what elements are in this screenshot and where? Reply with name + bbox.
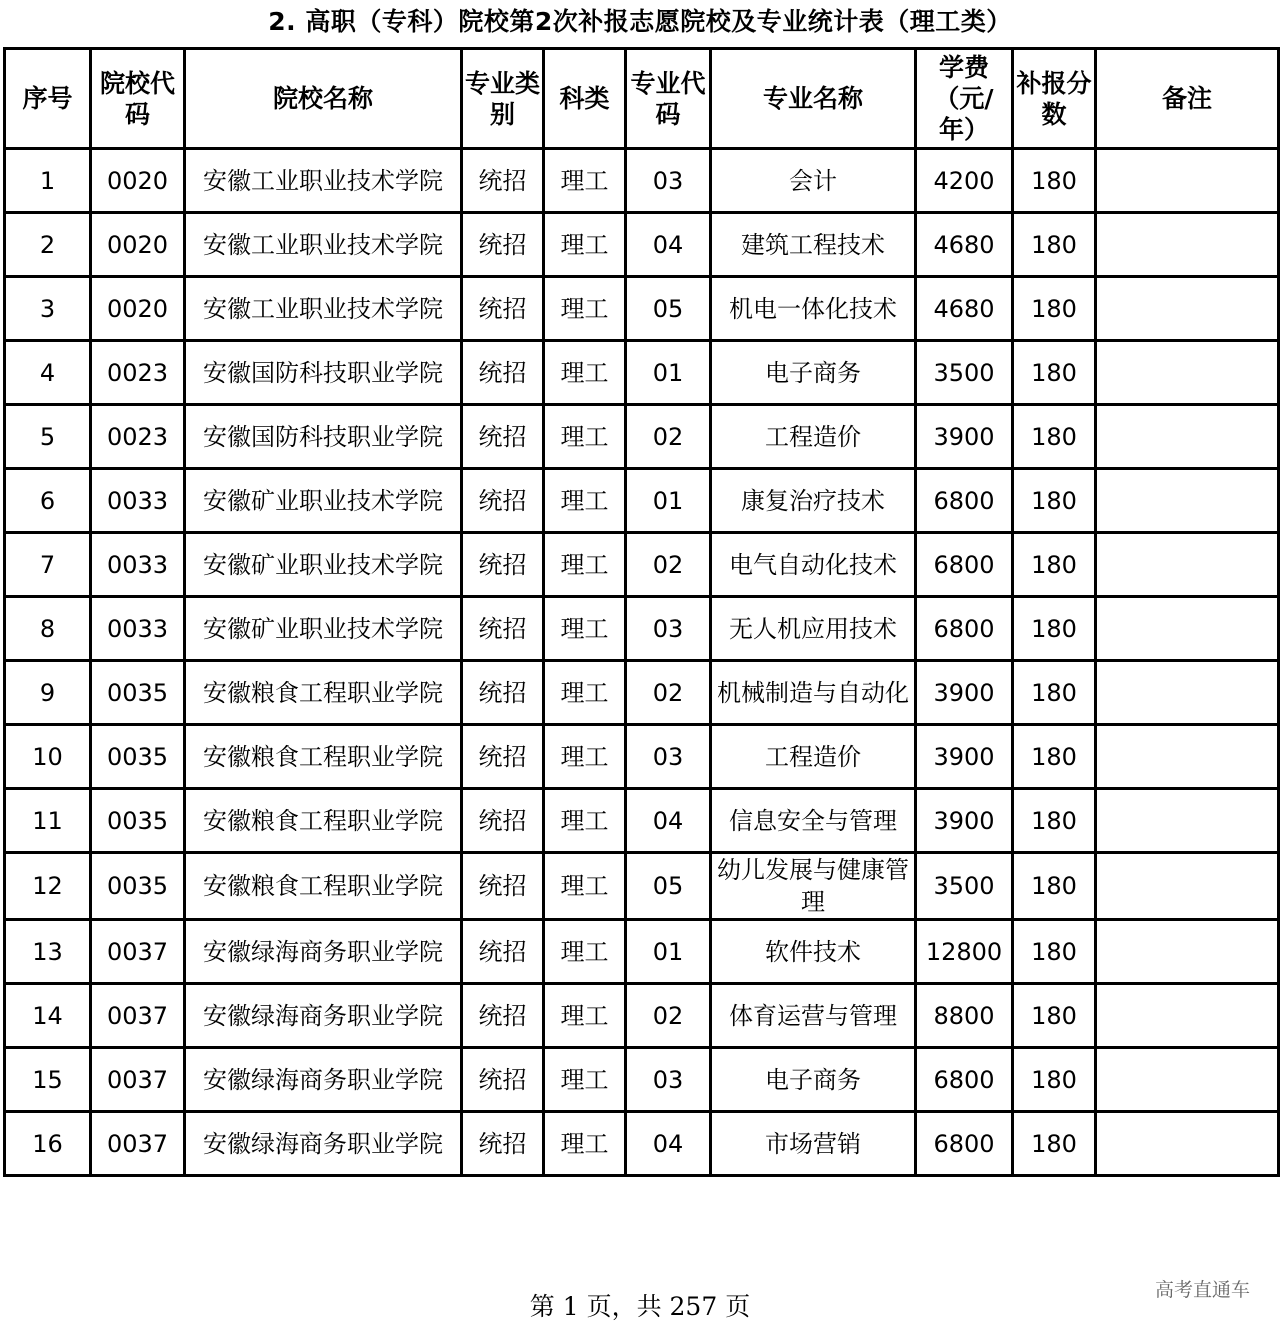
cell-tuition: 3500 (916, 341, 1013, 405)
cell-score: 180 (1013, 725, 1096, 789)
cell-major-name: 信息安全与管理 (711, 789, 916, 853)
table-row (5, 277, 1279, 341)
cell-score: 180 (1013, 341, 1096, 405)
cell-score: 180 (1013, 984, 1096, 1048)
cell-school-code: 0037 (91, 1112, 185, 1176)
table-row (5, 853, 1279, 920)
table-row (5, 1048, 1279, 1112)
watermark: 高考直通车 (1154, 1279, 1250, 1301)
cell-subject: 理工 (544, 597, 626, 661)
cell-major-code: 01 (626, 469, 711, 533)
cell-seq: 14 (5, 984, 91, 1048)
cell-subject: 理工 (544, 661, 626, 725)
cell-school-code: 0023 (91, 405, 185, 469)
table-row (5, 725, 1279, 789)
cell-tuition: 6800 (916, 1048, 1013, 1112)
header-row (5, 49, 1279, 149)
cell-school-name: 安徽矿业职业技术学院 (185, 469, 462, 533)
cell-school-code: 0037 (91, 984, 185, 1048)
cell-major-type: 统招 (462, 533, 544, 597)
cell-seq: 5 (5, 405, 91, 469)
cell-tuition: 6800 (916, 597, 1013, 661)
cell-remark (1096, 920, 1279, 984)
cell-score: 180 (1013, 277, 1096, 341)
cell-major-type: 统招 (462, 597, 544, 661)
cell-remark (1096, 213, 1279, 277)
header-subject: 科类 (544, 49, 626, 149)
cell-remark (1096, 341, 1279, 405)
cell-tuition: 6800 (916, 1112, 1013, 1176)
header-major-name: 专业名称 (711, 49, 916, 149)
cell-major-type: 统招 (462, 405, 544, 469)
cell-major-name: 康复治疗技术 (711, 469, 916, 533)
cell-seq: 13 (5, 920, 91, 984)
cell-school-code: 0035 (91, 661, 185, 725)
cell-school-code: 0033 (91, 597, 185, 661)
table-row (5, 213, 1279, 277)
cell-major-name: 电子商务 (711, 341, 916, 405)
cell-score: 180 (1013, 920, 1096, 984)
cell-school-name: 安徽工业职业技术学院 (185, 277, 462, 341)
cell-tuition: 3900 (916, 725, 1013, 789)
cell-tuition: 6800 (916, 533, 1013, 597)
cell-major-code: 01 (626, 920, 711, 984)
cell-tuition: 3900 (916, 661, 1013, 725)
table-row (5, 789, 1279, 853)
cell-school-code: 0035 (91, 853, 185, 920)
header-major-type: 专业类别 (462, 49, 544, 149)
cell-school-code: 0023 (91, 341, 185, 405)
cell-score: 180 (1013, 661, 1096, 725)
cell-major-name: 机械制造与自动化 (711, 661, 916, 725)
cell-school-name: 安徽矿业职业技术学院 (185, 597, 462, 661)
cell-school-name: 安徽工业职业技术学院 (185, 149, 462, 213)
cell-major-type: 统招 (462, 149, 544, 213)
cell-school-code: 0037 (91, 920, 185, 984)
header-seq: 序号 (5, 49, 91, 149)
cell-major-name: 电气自动化技术 (711, 533, 916, 597)
table-row (5, 469, 1279, 533)
cell-seq: 10 (5, 725, 91, 789)
cell-major-code: 03 (626, 1048, 711, 1112)
cell-major-type: 统招 (462, 984, 544, 1048)
cell-major-code: 04 (626, 1112, 711, 1176)
cell-score: 180 (1013, 469, 1096, 533)
cell-seq: 6 (5, 469, 91, 533)
table-row (5, 341, 1279, 405)
cell-school-code: 0020 (91, 149, 185, 213)
cell-subject: 理工 (544, 405, 626, 469)
cell-major-type: 统招 (462, 725, 544, 789)
cell-subject: 理工 (544, 1048, 626, 1112)
cell-score: 180 (1013, 533, 1096, 597)
cell-major-name: 市场营销 (711, 1112, 916, 1176)
cell-subject: 理工 (544, 341, 626, 405)
cell-score: 180 (1013, 853, 1096, 920)
cell-seq: 1 (5, 149, 91, 213)
cell-remark (1096, 405, 1279, 469)
cell-major-type: 统招 (462, 853, 544, 920)
cell-school-code: 0020 (91, 213, 185, 277)
cell-remark (1096, 277, 1279, 341)
cell-seq: 8 (5, 597, 91, 661)
cell-major-name: 幼儿发展与健康管理 (711, 853, 916, 920)
cell-school-code: 0033 (91, 469, 185, 533)
cell-seq: 4 (5, 341, 91, 405)
cell-major-code: 04 (626, 213, 711, 277)
cell-major-type: 统招 (462, 469, 544, 533)
cell-subject: 理工 (544, 853, 626, 920)
cell-school-name: 安徽矿业职业技术学院 (185, 533, 462, 597)
table-row (5, 661, 1279, 725)
cell-school-name: 安徽国防科技职业学院 (185, 341, 462, 405)
cell-score: 180 (1013, 405, 1096, 469)
cell-tuition: 4200 (916, 149, 1013, 213)
cell-remark (1096, 149, 1279, 213)
table-header (5, 49, 1279, 149)
cell-score: 180 (1013, 1048, 1096, 1112)
cell-tuition: 12800 (916, 920, 1013, 984)
cell-school-name: 安徽绿海商务职业学院 (185, 1112, 462, 1176)
cell-subject: 理工 (544, 213, 626, 277)
page-footer: 第 1 页，共 257 页 (529, 1292, 751, 1321)
cell-major-name: 无人机应用技术 (711, 597, 916, 661)
cell-seq: 7 (5, 533, 91, 597)
cell-major-name: 会计 (711, 149, 916, 213)
cell-major-name: 机电一体化技术 (711, 277, 916, 341)
cell-subject: 理工 (544, 984, 626, 1048)
cell-school-code: 0035 (91, 789, 185, 853)
cell-school-name: 安徽粮食工程职业学院 (185, 661, 462, 725)
cell-major-name: 建筑工程技术 (711, 213, 916, 277)
cell-major-code: 01 (626, 341, 711, 405)
header-score: 补报分数 (1013, 49, 1096, 149)
cell-major-type: 统招 (462, 920, 544, 984)
cell-school-name: 安徽绿海商务职业学院 (185, 920, 462, 984)
table-row (5, 405, 1279, 469)
header-remark: 备注 (1096, 49, 1279, 149)
cell-score: 180 (1013, 789, 1096, 853)
cell-major-name: 软件技术 (711, 920, 916, 984)
cell-major-code: 03 (626, 149, 711, 213)
table-row (5, 597, 1279, 661)
cell-major-name: 体育运营与管理 (711, 984, 916, 1048)
header-school-name: 院校名称 (185, 49, 462, 149)
cell-remark (1096, 789, 1279, 853)
cell-major-type: 统招 (462, 277, 544, 341)
table-row (5, 149, 1279, 213)
cell-remark (1096, 469, 1279, 533)
cell-seq: 15 (5, 1048, 91, 1112)
table-row (5, 920, 1279, 984)
cell-subject: 理工 (544, 533, 626, 597)
cell-remark (1096, 597, 1279, 661)
cell-seq: 11 (5, 789, 91, 853)
cell-remark (1096, 1112, 1279, 1176)
cell-score: 180 (1013, 597, 1096, 661)
cell-subject: 理工 (544, 277, 626, 341)
cell-major-type: 统招 (462, 661, 544, 725)
cell-major-code: 02 (626, 661, 711, 725)
cell-score: 180 (1013, 213, 1096, 277)
cell-remark (1096, 533, 1279, 597)
cell-school-name: 安徽绿海商务职业学院 (185, 1048, 462, 1112)
cell-tuition: 4680 (916, 277, 1013, 341)
cell-tuition: 3500 (916, 853, 1013, 920)
cell-school-code: 0020 (91, 277, 185, 341)
cell-remark (1096, 725, 1279, 789)
cell-school-code: 0037 (91, 1048, 185, 1112)
cell-major-code: 04 (626, 789, 711, 853)
table-row (5, 533, 1279, 597)
cell-major-code: 02 (626, 533, 711, 597)
cell-subject: 理工 (544, 469, 626, 533)
cell-major-code: 05 (626, 277, 711, 341)
cell-major-code: 02 (626, 984, 711, 1048)
table-row (5, 984, 1279, 1048)
cell-major-type: 统招 (462, 789, 544, 853)
cell-major-name: 工程造价 (711, 725, 916, 789)
cell-school-name: 安徽粮食工程职业学院 (185, 789, 462, 853)
cell-tuition: 8800 (916, 984, 1013, 1048)
admission-table (3, 47, 1280, 1177)
cell-major-type: 统招 (462, 341, 544, 405)
page-title: 2. 高职（专科）院校第2次补报志愿院校及专业统计表（理工类） (268, 7, 1012, 36)
cell-subject: 理工 (544, 149, 626, 213)
cell-major-code: 03 (626, 597, 711, 661)
cell-seq: 3 (5, 277, 91, 341)
cell-tuition: 6800 (916, 469, 1013, 533)
cell-subject: 理工 (544, 920, 626, 984)
cell-school-name: 安徽粮食工程职业学院 (185, 853, 462, 920)
cell-score: 180 (1013, 1112, 1096, 1176)
cell-remark (1096, 661, 1279, 725)
cell-tuition: 4680 (916, 213, 1013, 277)
header-school-code: 院校代码 (91, 49, 185, 149)
table-row (5, 1112, 1279, 1176)
cell-major-type: 统招 (462, 1112, 544, 1176)
cell-school-name: 安徽国防科技职业学院 (185, 405, 462, 469)
cell-major-code: 05 (626, 853, 711, 920)
cell-remark (1096, 1048, 1279, 1112)
cell-remark (1096, 984, 1279, 1048)
header-major-code: 专业代码 (626, 49, 711, 149)
cell-subject: 理工 (544, 725, 626, 789)
cell-seq: 16 (5, 1112, 91, 1176)
cell-major-name: 电子商务 (711, 1048, 916, 1112)
cell-major-type: 统招 (462, 213, 544, 277)
cell-seq: 9 (5, 661, 91, 725)
cell-seq: 2 (5, 213, 91, 277)
cell-tuition: 3900 (916, 789, 1013, 853)
cell-subject: 理工 (544, 1112, 626, 1176)
cell-school-name: 安徽工业职业技术学院 (185, 213, 462, 277)
cell-subject: 理工 (544, 789, 626, 853)
cell-school-name: 安徽粮食工程职业学院 (185, 725, 462, 789)
cell-school-code: 0033 (91, 533, 185, 597)
cell-seq: 12 (5, 853, 91, 920)
cell-school-code: 0035 (91, 725, 185, 789)
cell-tuition: 3900 (916, 405, 1013, 469)
cell-score: 180 (1013, 149, 1096, 213)
header-tuition: 学费（元/年） (916, 49, 1013, 149)
cell-remark (1096, 853, 1279, 920)
table-body (5, 149, 1279, 1176)
cell-major-code: 02 (626, 405, 711, 469)
cell-major-code: 03 (626, 725, 711, 789)
cell-school-name: 安徽绿海商务职业学院 (185, 984, 462, 1048)
cell-major-name: 工程造价 (711, 405, 916, 469)
cell-major-type: 统招 (462, 1048, 544, 1112)
